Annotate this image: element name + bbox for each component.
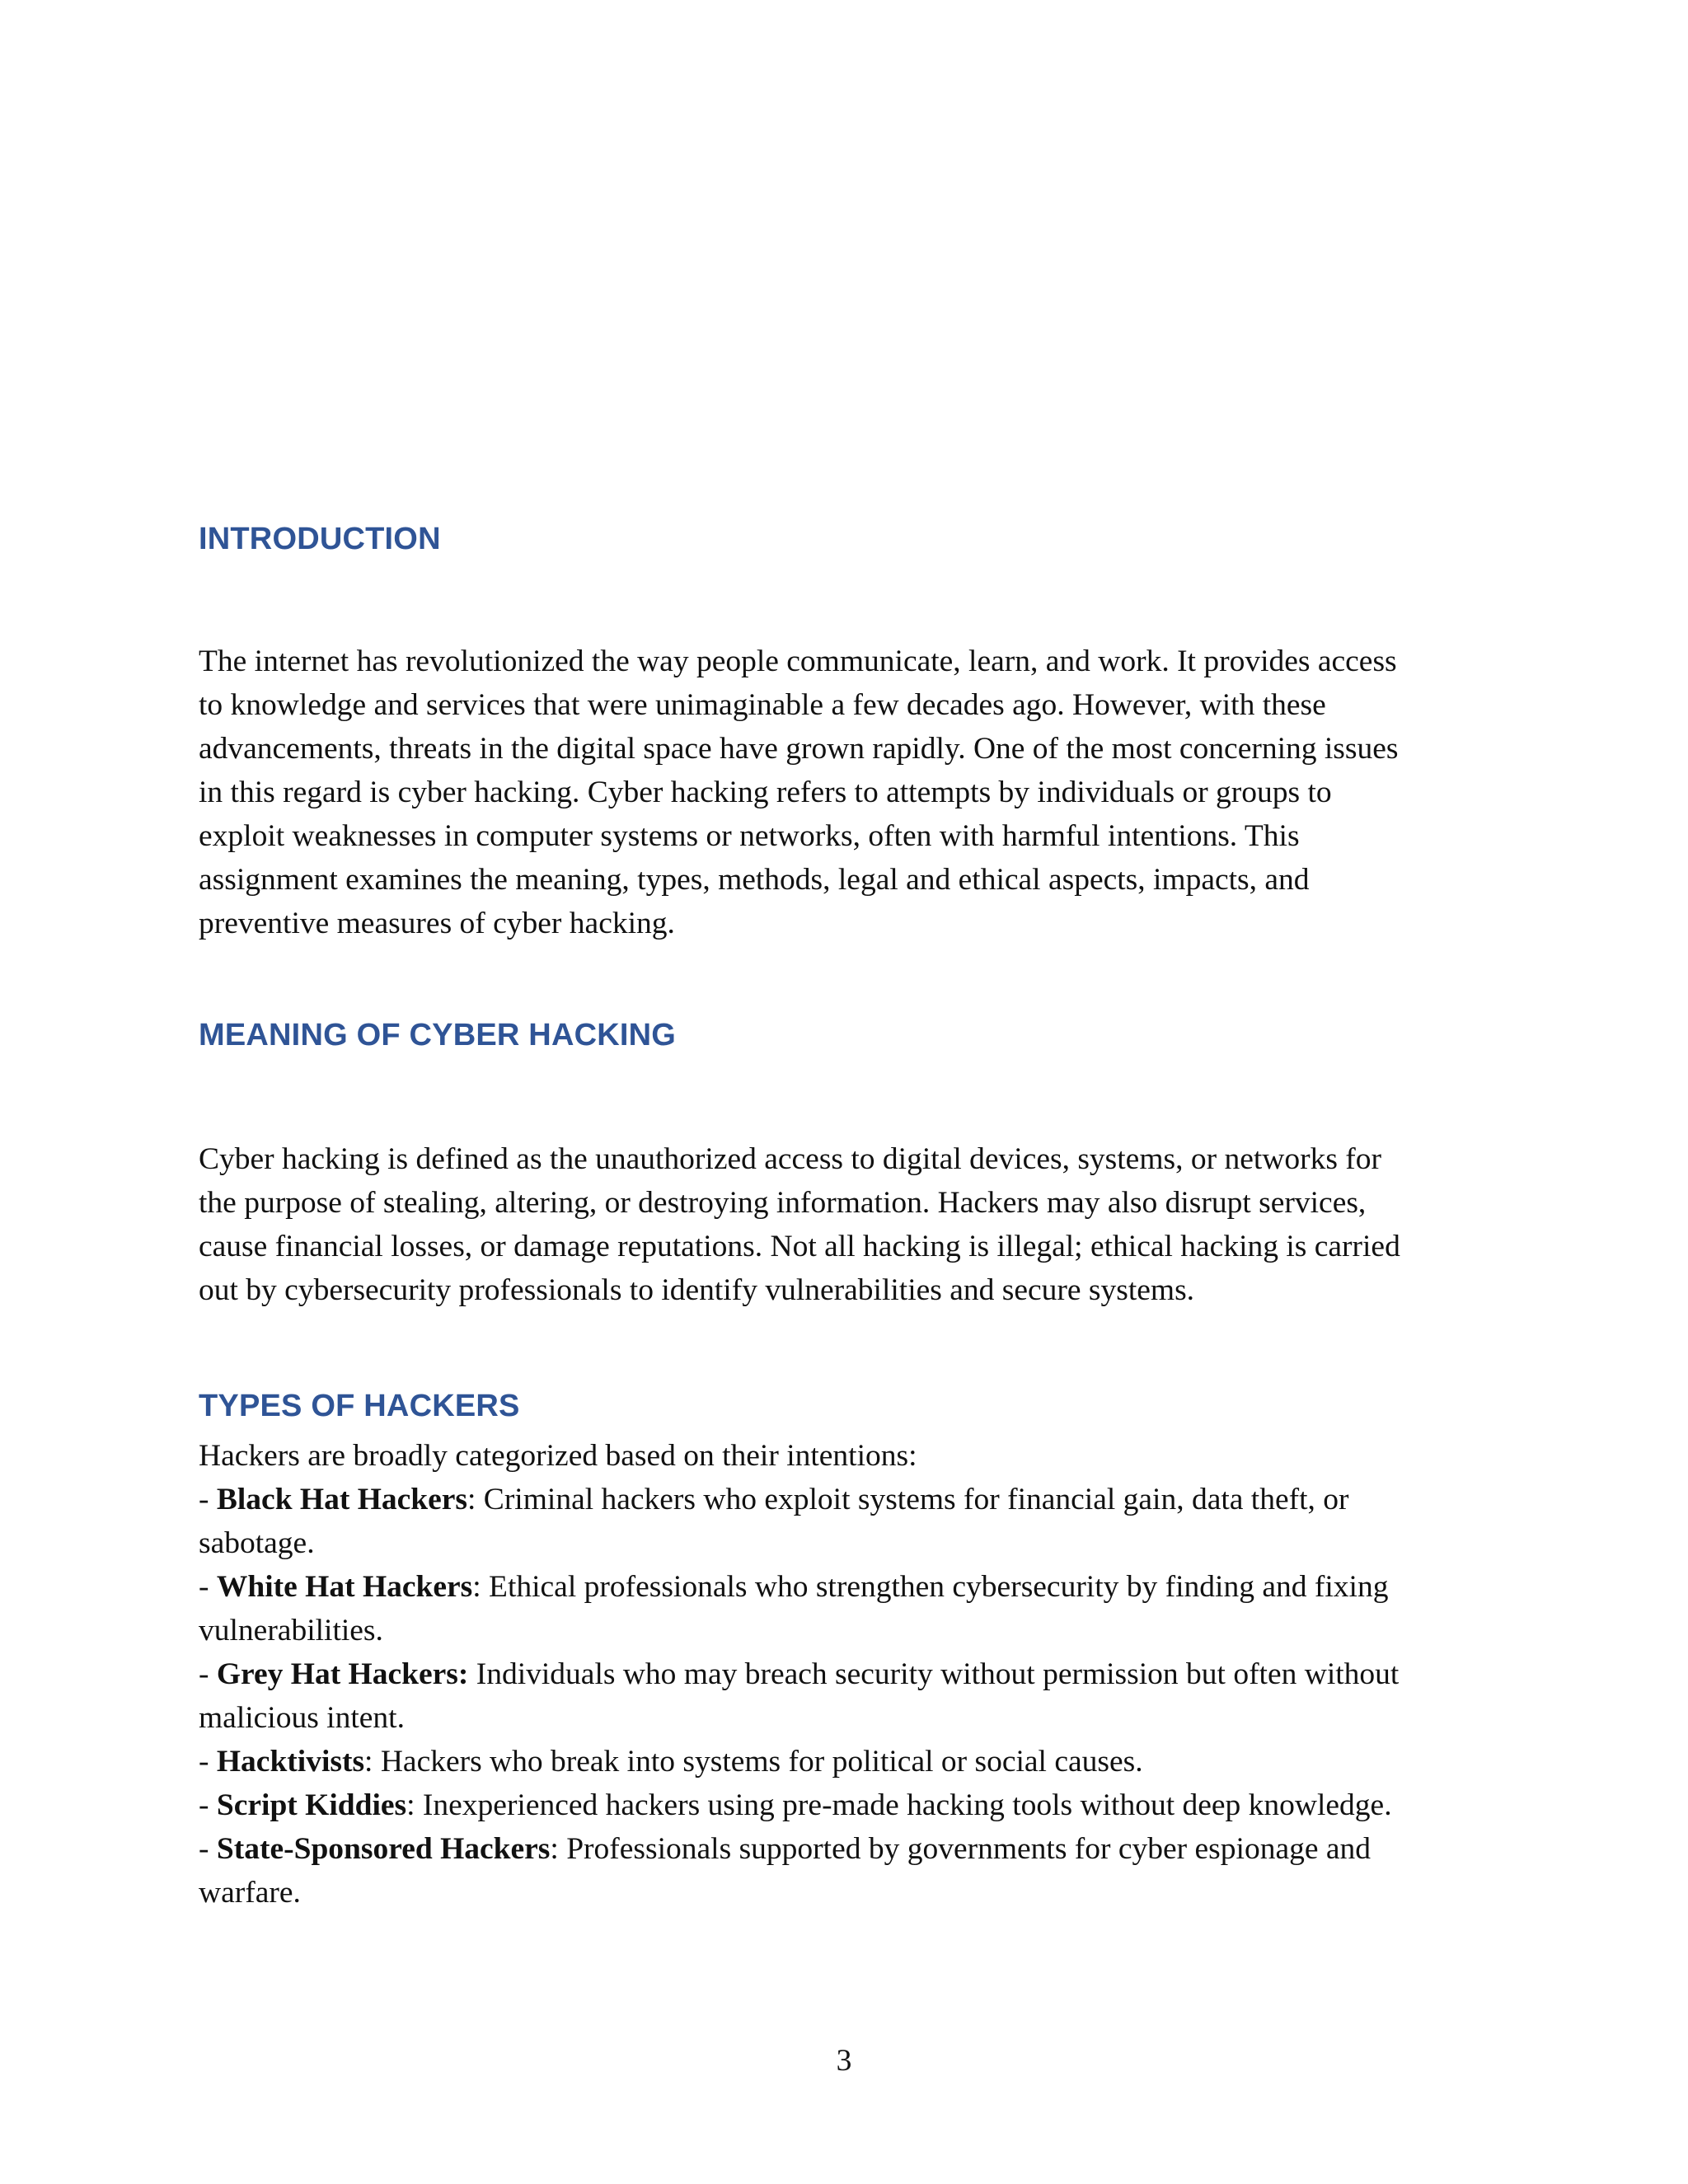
list-prefix: - [199,1657,217,1691]
paragraph-line: the purpose of stealing, altering, or destroying information. Hackers may also disrupt services, [199,1186,1367,1220]
list-prefix: - [199,1832,217,1866]
list-item-continuation: warfare. [199,1876,301,1910]
list-prefix: - [199,1745,217,1779]
list-description: : Criminal hackers who exploit systems for financial gain, data theft, or [467,1483,1349,1516]
introduction-paragraph [199,640,1398,945]
paragraph-line: out by cybersecurity professionals to identify vulnerabilities and secure systems. [199,1273,1195,1307]
list-term: State-Sponsored Hackers [216,1832,551,1866]
section-heading-introduction: INTRODUCTION [199,522,441,556]
paragraph-line: advancements, threats in the digital space have grown rapidly. One of the most concerning issues [199,732,1399,766]
list-prefix: - [199,1788,217,1822]
list-prefix: - [199,1483,217,1516]
list-item-grey-hat [199,1652,1399,1696]
list-term: Black Hat Hackers [216,1483,468,1516]
list-item-hacktivists [199,1740,1399,1783]
paragraph-line: The internet has revolutionized the way people communicate, learn, and work. It provides access [199,644,1397,678]
list-description: : Inexperienced hackers using pre-made hacking tools without deep knowledge. [406,1788,1392,1822]
list-item-continuation: vulnerabilities. [199,1614,383,1647]
list-item-white-hat [199,1565,1399,1609]
paragraph-line: preventive measures of cyber hacking. [199,907,675,940]
paragraph-line: Cyber hacking is defined as the unauthorized access to digital devices, systems, or networks for [199,1142,1382,1176]
list-item-continuation: malicious intent. [199,1701,405,1735]
list-item-script-kiddies [199,1783,1399,1827]
paragraph-line: assignment examines the meaning, types, methods, legal and ethical aspects, impacts, and [199,863,1310,897]
list-item-state-sponsored [199,1827,1399,1871]
paragraph-line: cause financial losses, or damage reputations. Not all hacking is illegal; ethical hacking is carried [199,1230,1400,1263]
list-prefix: - [199,1570,217,1604]
types-intro: Hackers are broadly categorized based on their intentions: [199,1439,917,1473]
list-description: : Hackers who break into systems for political or social causes. [364,1745,1143,1779]
list-term: Hacktivists [216,1745,365,1779]
paragraph-line: exploit weaknesses in computer systems or networks, often with harmful intentions. This [199,819,1300,853]
section-heading-meaning: MEANING OF CYBER HACKING [199,1018,677,1052]
list-description: : Ethical professionals who strengthen cybersecurity by finding and fixing [472,1570,1389,1604]
types-list [199,1434,1399,1915]
paragraph-line: in this regard is cyber hacking. Cyber hacking refers to attempts by individuals or groups to [199,776,1332,809]
list-term: White Hat Hackers [216,1570,473,1604]
list-description: : Professionals supported by governments for cyber espionage and [550,1832,1372,1866]
list-term: Script Kiddies [216,1788,407,1822]
list-description: Individuals who may breach security without permission but often without [468,1657,1400,1691]
list-item-black-hat [199,1478,1399,1521]
paragraph-line: to knowledge and services that were unimaginable a few decades ago. However, with these [199,688,1326,722]
section-heading-types: TYPES OF HACKERS [199,1389,520,1423]
list-term: Grey Hat Hackers: [216,1657,469,1691]
meaning-paragraph [199,1137,1400,1312]
list-item-continuation: sabotage. [199,1526,315,1560]
page-number: 3 [836,2044,852,2078]
